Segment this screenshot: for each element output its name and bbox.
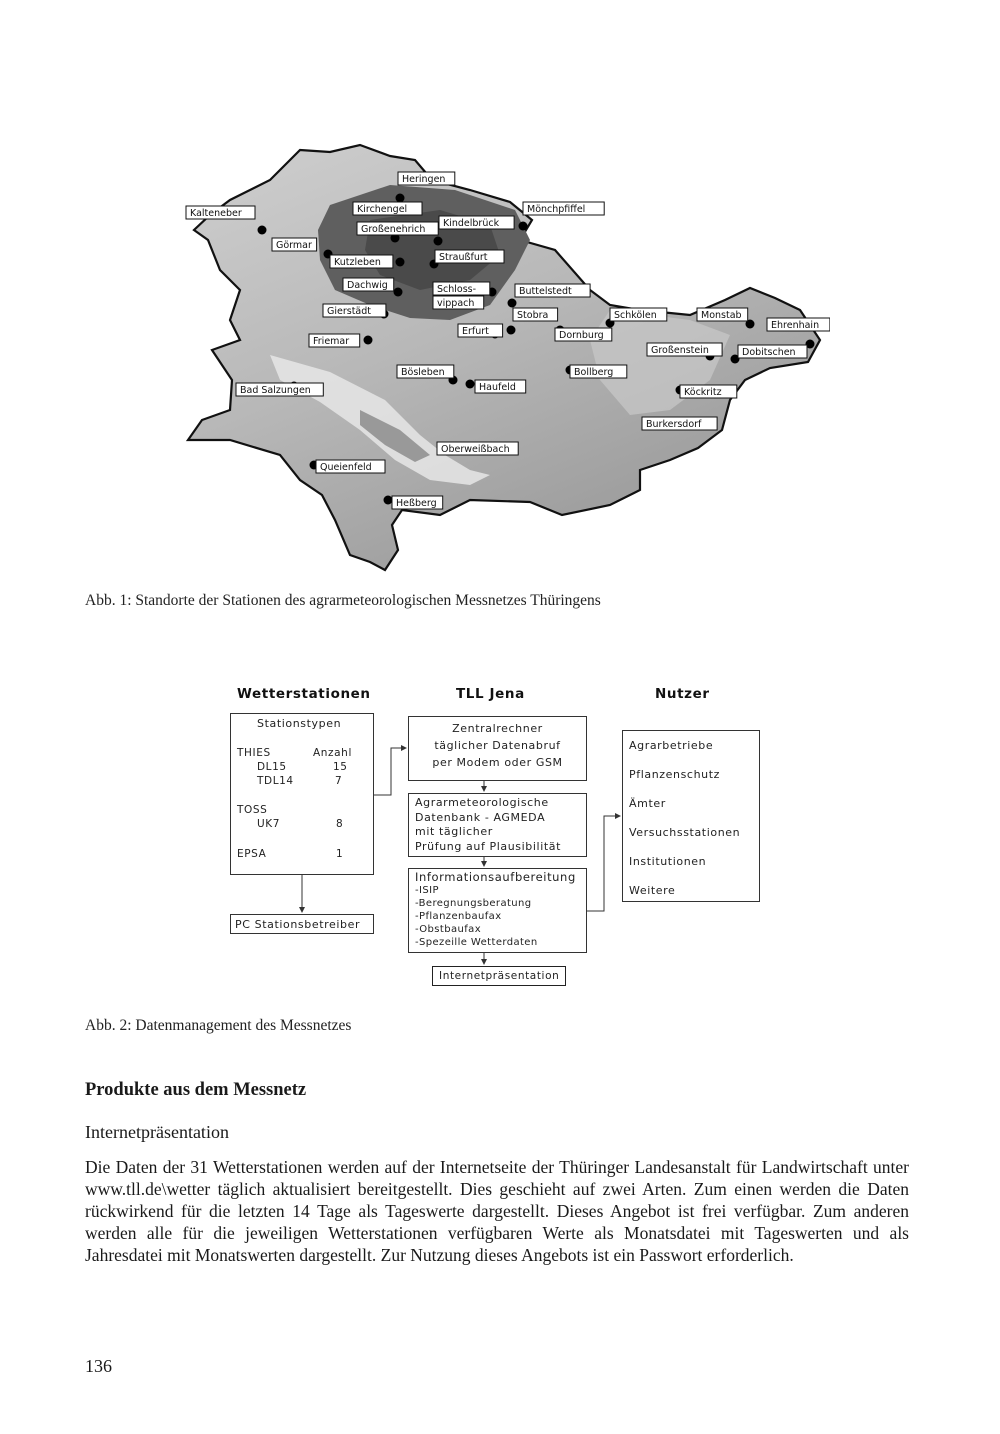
agrar-line: Agrarmeteorologische bbox=[415, 796, 549, 809]
station-marker bbox=[434, 237, 443, 246]
station-label: Bad Salzungen bbox=[240, 385, 311, 396]
thueringen-station-map bbox=[170, 140, 830, 580]
station-marker bbox=[396, 194, 405, 203]
agrar-line: mit täglicher bbox=[415, 825, 493, 838]
figure2-caption: Abb. 2: Datenmanagement des Messnetzes bbox=[85, 1017, 352, 1034]
zentral-line: per Modem oder GSM bbox=[432, 756, 563, 769]
station-marker bbox=[508, 299, 517, 308]
station-label: Heringen bbox=[402, 174, 446, 185]
station-label: Großenstein bbox=[651, 345, 709, 356]
station-label: Kirchengel bbox=[357, 204, 408, 215]
info-item: -Spezeille Wetterdaten bbox=[415, 937, 538, 948]
type-thies: THIES bbox=[237, 747, 271, 759]
figure1-caption: Abb. 1: Standorte der Stationen des agrarmeteorologischen Messnetzes Thüringens bbox=[85, 592, 601, 609]
zentralrechner-box bbox=[408, 716, 587, 781]
station-label: Schkölen bbox=[614, 310, 657, 321]
info-item: -Beregnungsberatung bbox=[415, 898, 532, 909]
station-marker bbox=[394, 288, 403, 297]
header-tll-jena: TLL Jena bbox=[456, 686, 525, 702]
station-label: Heßberg bbox=[396, 498, 437, 509]
station-label: Schloss- bbox=[437, 284, 477, 295]
section-title: Produkte aus dem Messnetz bbox=[85, 1080, 307, 1100]
station-marker bbox=[258, 226, 267, 235]
type-toss: TOSS bbox=[237, 804, 268, 816]
count-uk7: 8 bbox=[336, 818, 344, 830]
station-label: Friemar bbox=[313, 336, 350, 347]
station-label: Buttelstedt bbox=[519, 286, 572, 297]
station-marker bbox=[384, 496, 393, 505]
agrar-line: Datenbank - AGMEDA bbox=[415, 810, 546, 824]
station-label: Kindelbrück bbox=[443, 218, 500, 229]
nutzer-item: Versuchsstationen bbox=[629, 826, 741, 839]
agmeda-box bbox=[408, 793, 587, 857]
station-label: Mönchpfiffel bbox=[527, 204, 586, 215]
station-label: Haufeld bbox=[479, 382, 516, 393]
station-label: Kutzleben bbox=[334, 257, 381, 268]
page-number: 136 bbox=[85, 1356, 112, 1376]
station-label: Dobitschen bbox=[742, 347, 796, 358]
count-epsa: 1 bbox=[336, 848, 344, 860]
station-marker bbox=[396, 258, 405, 267]
header-wetterstationen: Wetterstationen bbox=[237, 686, 371, 702]
type-epsa: EPSA bbox=[237, 848, 267, 860]
body-paragraph: Die Daten der 31 Wetterstationen werden auf der Internetseite der Thüringer Landesanstalt für Landwirtschaft unter www.tll.de\wetter täglich aktualisiert bereitgestellt. Dies geschieht auf zwei Arten. Zum einen werden die Daten rückwirkend für die letzten 14 Tage als Tageswerte dargestellt. Dieses Angebot ist frei verfügbar. Zum anderen werden alle für die jeweiligen Wetterstationen verfügbaren Werte als Monatsdatei mit Tageswerten und als Jahresdatei mit Monatswerten dargestellt. Zur Nutzung dieses Angebots ist ein Passwort erforderlich. bbox=[85, 1157, 909, 1265]
nutzer-item: Ämter bbox=[629, 797, 666, 810]
stationstypen-box bbox=[230, 713, 374, 875]
type-dl15: DL15 bbox=[257, 761, 287, 773]
arrow-info-to-nutzer bbox=[587, 816, 620, 911]
nutzer-item: Agrarbetriebe bbox=[629, 739, 714, 752]
station-label: Bösleben bbox=[401, 367, 445, 378]
station-label: Burkersdorf bbox=[646, 419, 702, 430]
nutzer-item: Weitere bbox=[629, 884, 676, 897]
count-tdl14: 7 bbox=[335, 775, 343, 787]
type-tdl14: TDL14 bbox=[257, 775, 294, 787]
info-item: -ISIP bbox=[415, 885, 439, 896]
type-uk7: UK7 bbox=[257, 818, 281, 830]
nutzer-item: Institutionen bbox=[629, 855, 707, 868]
station-label: Monstab bbox=[701, 310, 742, 321]
arrow-stations-to-zentral bbox=[374, 748, 406, 795]
nutzer-item: Pflanzenschutz bbox=[629, 768, 720, 781]
station-label: Gierstädt bbox=[327, 306, 372, 317]
station-label: Oberweißbach bbox=[441, 444, 510, 455]
station-label: Großenehrich bbox=[361, 224, 426, 235]
station-label: Görmar bbox=[276, 240, 312, 251]
nutzer-box bbox=[622, 730, 760, 902]
stationstypen-title: Stationstypen bbox=[257, 717, 342, 730]
station-marker bbox=[364, 336, 373, 345]
info-title: Informationsaufbereitung bbox=[415, 870, 576, 884]
informationsaufbereitung-box bbox=[408, 868, 587, 953]
count-dl15: 15 bbox=[333, 761, 348, 773]
station-marker bbox=[466, 380, 475, 389]
info-item: -Obstbaufax bbox=[415, 924, 482, 935]
subsection-title: Internetpräsentation bbox=[85, 1122, 229, 1142]
station-label: Stobra bbox=[517, 310, 549, 321]
station-label: Köckritz bbox=[684, 387, 722, 398]
zentral-line: täglicher Datenabruf bbox=[434, 739, 561, 752]
agrar-line: Prüfung auf Plausibilität bbox=[415, 839, 562, 853]
station-label: Queienfeld bbox=[320, 462, 372, 473]
station-label: Erfurt bbox=[462, 326, 489, 337]
anzahl-label: Anzahl bbox=[313, 747, 352, 759]
station-label: Bollberg bbox=[574, 367, 614, 378]
station-label: Straußfurt bbox=[439, 252, 488, 263]
station-marker bbox=[519, 222, 528, 231]
zentral-line: Zentralrechner bbox=[452, 722, 543, 735]
info-item: -Pflanzenbaufax bbox=[415, 911, 502, 922]
internetpraesentation-box: Internetpräsentation bbox=[432, 966, 566, 986]
station-label: Dornburg bbox=[559, 330, 604, 341]
station-label: Dachwig bbox=[347, 280, 388, 291]
pc-stationsbetreiber-box: PC Stationsbetreiber bbox=[230, 914, 374, 934]
station-label: Kalteneber bbox=[190, 208, 242, 219]
station-marker bbox=[507, 326, 516, 335]
station-label: Ehrenhain bbox=[771, 320, 820, 331]
station-label: vippach bbox=[437, 298, 475, 309]
header-nutzer: Nutzer bbox=[655, 686, 710, 702]
